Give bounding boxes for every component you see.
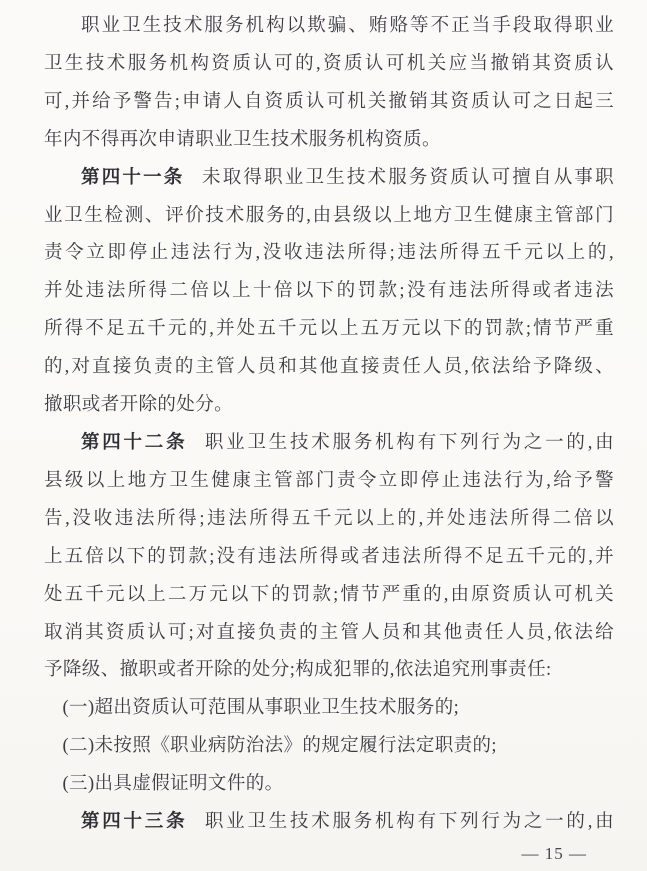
text-line: (三)出具虚假证明文件的。 [62,774,284,795]
article-number: 第四十三条 [81,812,188,833]
para-article-43 [44,804,614,842]
para-fraud-revocation [44,8,614,160]
text-line: (二)未按照《职业病防治法》的规定履行法定职责的; [62,736,497,757]
text-line: 业卫生检测、评价技术服务的,由县级以上地方卫生健康主管部门 [44,205,614,226]
text-line: 的,对直接负责的主管人员和其他直接责任人员,依法给予降级、 [44,357,614,378]
document-body [44,8,614,842]
text-line: 并处违法所得二倍以上十倍以下的罚款;没有违法所得或者违法 [44,281,614,302]
text-line: 责令立即停止违法行为,没收违法所得;违法所得五千元以上的, [44,243,614,264]
para-article-42 [44,425,614,690]
text-line: 可,并给予警告;申请人自资质认可机关撤销其资质认可之日起三 [44,91,614,112]
text-line: 撤职或者开除的处分。 [44,395,234,416]
article-number: 第四十二条 [81,432,188,453]
text-line: (一)超出资质认可范围从事职业卫生技术服务的; [62,698,460,719]
text-line: 职业卫生技术服务机构以欺骗、贿赂等不正当手段取得职业 [81,16,614,36]
text-line: 予降级、撤职或者开除的处分;构成犯罪的,依法追究刑事责任: [44,660,552,681]
text-line: 年内不得再次申请职业卫生技术服务机构资质。 [44,129,441,150]
text-line: 卫生技术服务机构资质认可的,资质认可机关应当撤销其资质认 [44,53,614,74]
text-line: 上五倍以下的罚款;没有违法所得或者违法所得不足五千元的,并 [44,546,614,567]
text-line: 处五千元以上二万元以下的罚款;情节严重的,由原资质认可机关 [44,584,614,605]
text-line: 第四十三条 职业卫生技术服务机构有下列行为之一的,由 [81,812,614,833]
text-line: 第四十一条 未取得职业卫生技术服务资质认可擅自从事职 [81,167,614,188]
article-number: 第四十一条 [81,167,185,188]
para-article-42-items [44,690,614,804]
text-line: 所得不足五千元的,并处五千元以上五万元以下的罚款;情节严重 [44,319,614,340]
text-line: 第四十二条 职业卫生技术服务机构有下列行为之一的,由 [81,432,614,453]
para-article-41 [44,160,614,425]
text-line: 取消其资质认可;对直接负责的主管人员和其他责任人员,依法给 [44,622,614,643]
page-number: — 15 — [521,844,587,863]
text-line: 县级以上地方卫生健康主管部门责令立即停止违法行为,给予警 [44,470,614,491]
text-line: 告,没收违法所得;违法所得五千元以上的,并处违法所得二倍以 [44,508,614,529]
